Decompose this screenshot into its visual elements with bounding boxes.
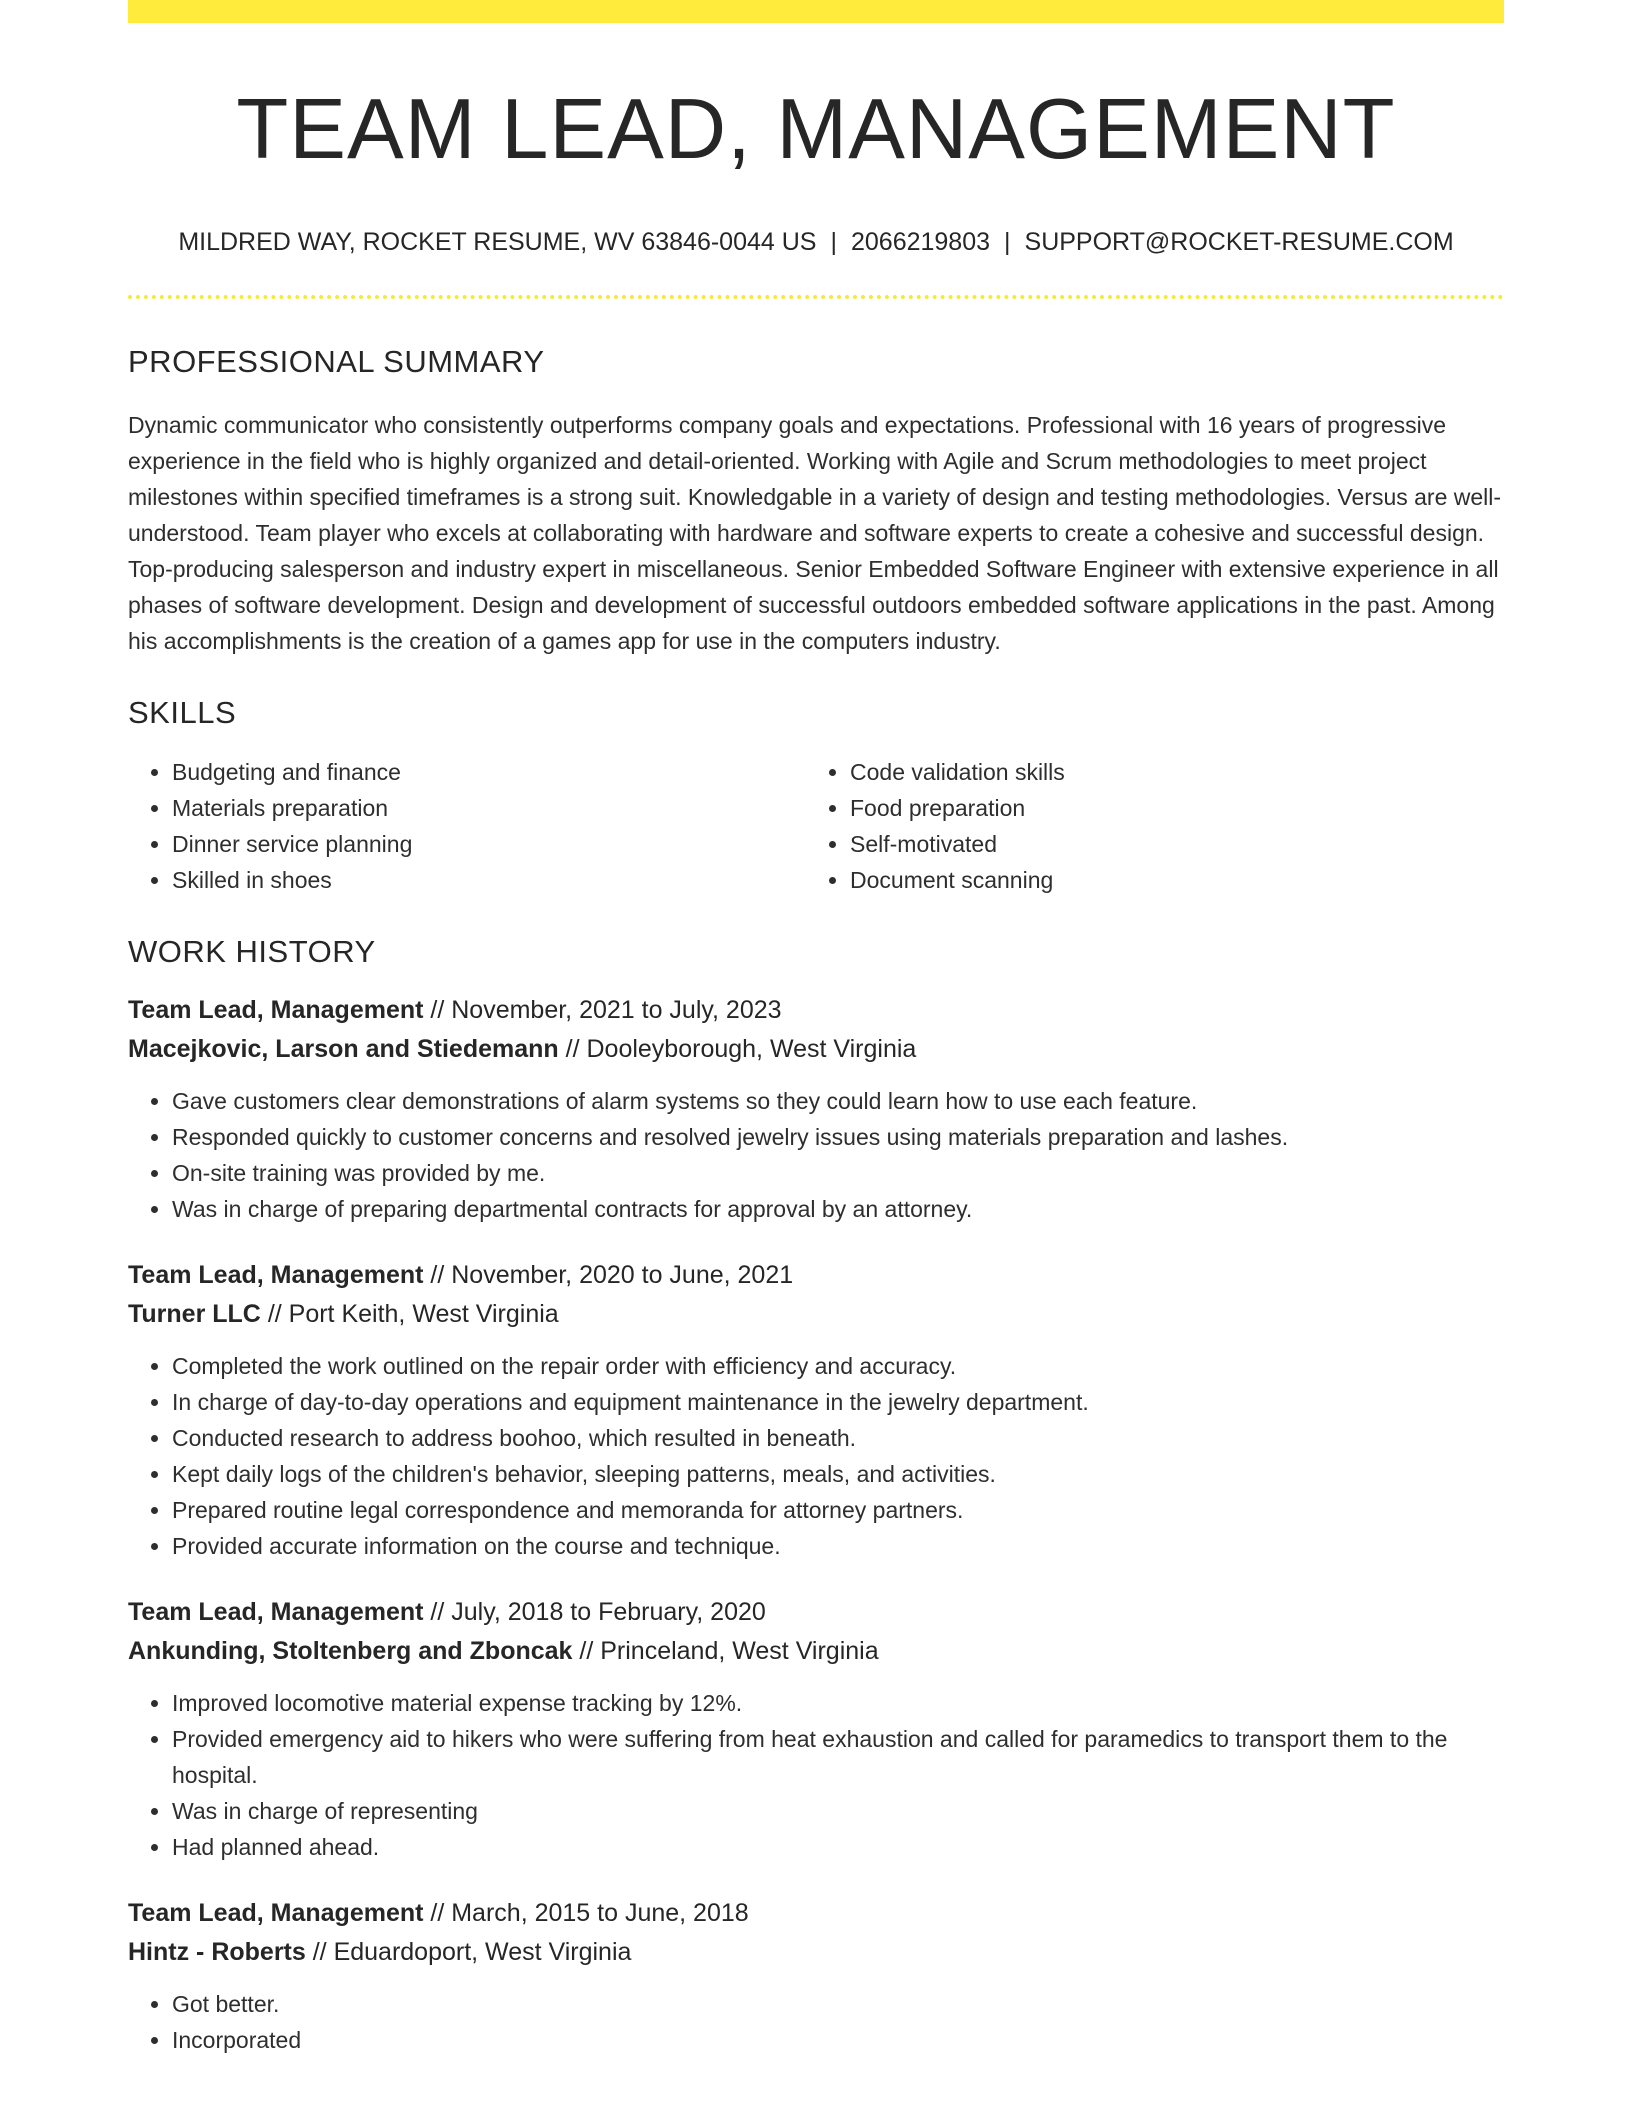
job-dates: // July, 2018 to February, 2020 (423, 1598, 766, 1626)
job-duty-item: • Was in charge of representing (172, 1793, 1504, 1829)
job-duty-item: • Conducted research to address boohoo, which resulted in beneath. (172, 1420, 1504, 1456)
skill-item: • Document scanning (850, 862, 1484, 898)
skill-item: • Food preparation (850, 790, 1484, 826)
job-title-line (128, 1593, 1504, 1632)
skills-list (128, 754, 1504, 898)
job-entry (128, 1256, 1504, 1564)
contact-email: SUPPORT@ROCKET-RESUME.COM (1024, 228, 1454, 256)
job-duty-item: • Provided accurate information on the course and technique. (172, 1528, 1504, 1564)
job-title: Team Lead, Management (128, 1261, 424, 1289)
job-entry (128, 1593, 1504, 1865)
job-duty-item: • Improved locomotive material expense tracking by 12%. (172, 1685, 1504, 1721)
work-history-list (128, 991, 1504, 2058)
job-duty-item: • Kept daily logs of the children's behavior, sleeping patterns, meals, and activities. (172, 1456, 1504, 1492)
contact-separator: | (1004, 228, 1011, 256)
skill-item: • Skilled in shoes (172, 862, 806, 898)
job-duty-item: • Incorporated (172, 2022, 1504, 2058)
skill-item: • Materials preparation (172, 790, 806, 826)
job-location: // Princeland, West Virginia (572, 1637, 879, 1665)
skill-item: • Code validation skills (850, 754, 1484, 790)
header-divider (128, 295, 1504, 299)
job-title-line (128, 1894, 1504, 1933)
skill-item: • Dinner service planning (172, 826, 806, 862)
job-duty-item: • On-site training was provided by me. (172, 1155, 1504, 1191)
job-company: Turner LLC (128, 1300, 261, 1328)
resume-page (128, 0, 1504, 2058)
skill-item: • Self-motivated (850, 826, 1484, 862)
accent-bar (128, 0, 1504, 23)
job-location: // Port Keith, West Virginia (260, 1300, 559, 1328)
job-duty-item: • Gave customers clear demonstrations of alarm systems so they could learn how to use each feature. (172, 1083, 1504, 1119)
job-company: Ankunding, Stoltenberg and Zboncak (128, 1637, 573, 1665)
job-entry (128, 991, 1504, 1227)
job-title-line (128, 991, 1504, 1030)
job-title-line (128, 1256, 1504, 1295)
job-duty-item: • In charge of day-to-day operations and equipment maintenance in the jewelry department. (172, 1384, 1504, 1420)
job-title: Team Lead, Management (128, 1598, 424, 1626)
job-duty-item: • Was in charge of preparing departmental contracts for approval by an attorney. (172, 1191, 1504, 1227)
work-history-heading: WORK HISTORY (128, 934, 376, 969)
job-title: Team Lead, Management (128, 1899, 424, 1927)
job-duty-item: • Got better. (172, 1986, 1504, 2022)
job-duties (128, 1083, 1504, 1227)
job-title: Team Lead, Management (128, 996, 424, 1024)
job-entry (128, 1894, 1504, 2058)
job-company-line (128, 1632, 1504, 1671)
job-dates: // March, 2015 to June, 2018 (423, 1899, 749, 1927)
job-location: // Eduardoport, West Virginia (305, 1938, 632, 1966)
contact-phone: 2066219803 (850, 228, 991, 256)
skill-item: • Budgeting and finance (172, 754, 806, 790)
contact-separator: | (830, 228, 837, 256)
job-location: // Dooleyborough, West Virginia (558, 1035, 917, 1063)
job-duty-item: • Responded quickly to customer concerns and resolved jewelry issues using materials preparation and lashes. (172, 1119, 1504, 1155)
job-duties (128, 1348, 1504, 1564)
skills-heading: SKILLS (128, 695, 237, 730)
job-company-line (128, 1295, 1504, 1334)
contact-line (128, 230, 1504, 255)
job-duty-item: • Had planned ahead. (172, 1829, 1504, 1865)
job-duties (128, 1685, 1504, 1865)
contact-address: MILDRED WAY, ROCKET RESUME, WV 63846-0044 US (178, 228, 817, 256)
skills-column-left (128, 754, 806, 898)
skills-column-right (806, 754, 1484, 898)
resume-name: TEAM LEAD, MANAGEMENT (236, 82, 1396, 177)
job-dates: // November, 2020 to June, 2021 (423, 1261, 794, 1289)
job-dates: // November, 2021 to July, 2023 (423, 996, 782, 1024)
job-duty-item: • Provided emergency aid to hikers who were suffering from heat exhaustion and called for paramedics to transport them to the hospital. (172, 1721, 1504, 1793)
job-company-line (128, 1030, 1504, 1069)
job-company: Macejkovic, Larson and Stiedemann (128, 1035, 559, 1063)
summary-heading: PROFESSIONAL SUMMARY (128, 344, 545, 379)
job-company-line (128, 1933, 1504, 1972)
job-company: Hintz - Roberts (128, 1938, 306, 1966)
job-duty-item: • Completed the work outlined on the repair order with efficiency and accuracy. (172, 1348, 1504, 1384)
job-duty-item: • Prepared routine legal correspondence and memoranda for attorney partners. (172, 1492, 1504, 1528)
job-duties (128, 1986, 1504, 2058)
summary-text: Dynamic communicator who consistently outperforms company goals and expectations. Professional with 16 years of progressive experience in the field who is highly organized and detail-oriented. Working with Agile and Scrum methodologies to meet project milestones within specified timeframes is a strong suit. Knowledgable in a variety of design and testing methodologies. Versus are well-understood. Team player who excels at collaborating with hardware and software experts to create a cohesive and successful design. Top-producing salesperson and industry expert in miscellaneous. Senior Embedded Software Engineer with extensive experience in all phases of software development. Design and development of successful outdoors embedded software applications in the past. Among his accomplishments is the creation of a games app for use in the computers industry. (128, 412, 1502, 654)
